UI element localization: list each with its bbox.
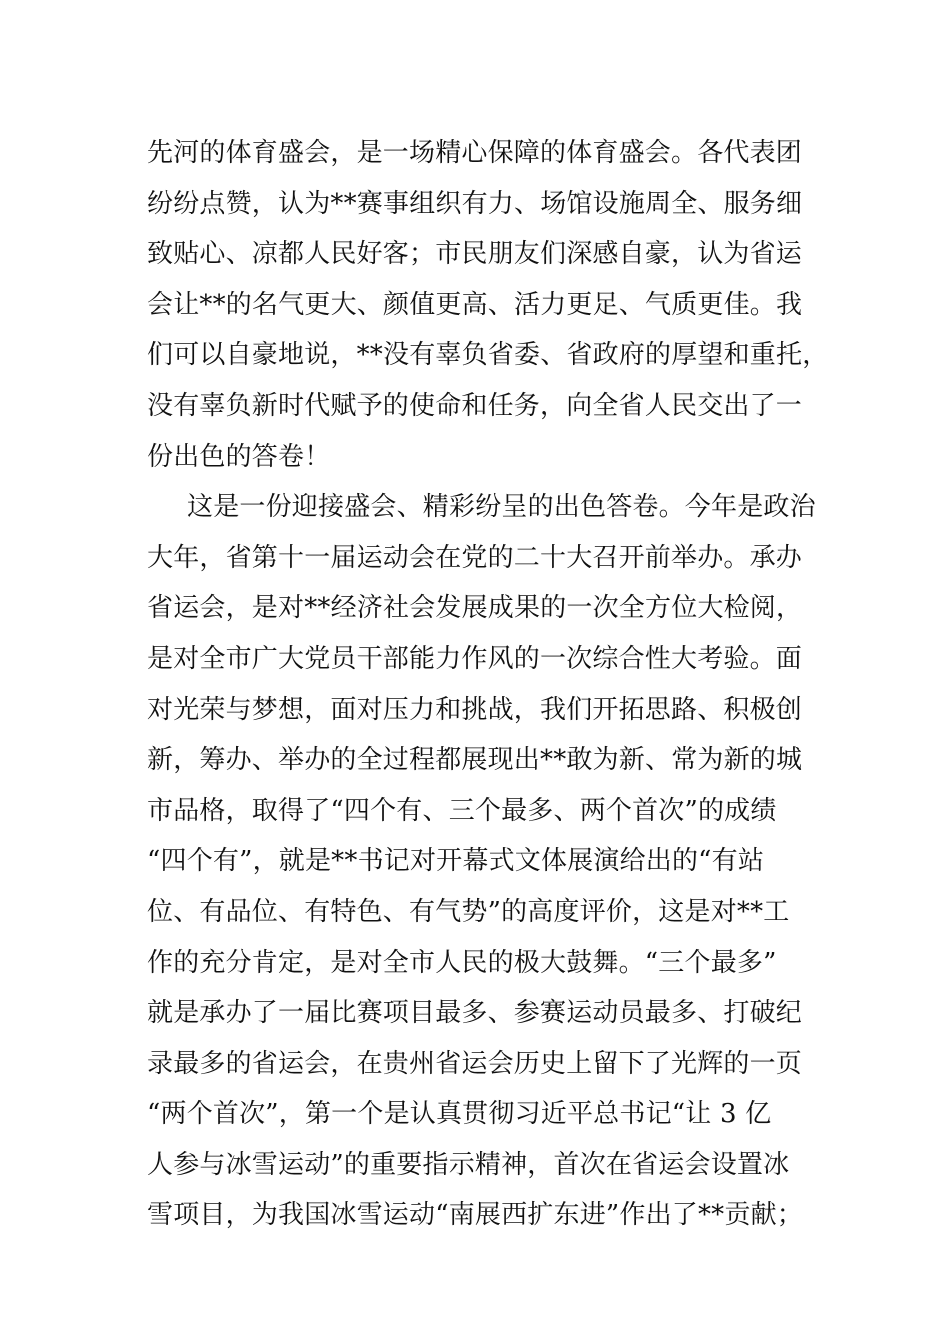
text-line: “两个首次”，第一个是认真贯彻习近平总书记“让 3 亿 xyxy=(147,1099,772,1130)
text-line: “四个有”，就是**书记对开幕式文体展演给出的“有站 xyxy=(147,846,765,877)
text-line: 份出色的答卷！ xyxy=(147,441,331,472)
paragraph-first-line: 这是一份迎接盛会、精彩纷呈的出色答卷。今年是政治 xyxy=(187,492,816,523)
text-line: 就是承办了一届比赛项目最多、参赛运动员最多、打破纪 xyxy=(147,998,803,1029)
text-line: 省运会，是对**经济社会发展成果的一次全方位大检阅， xyxy=(147,593,803,624)
text-line: 们可以自豪地说，**没有辜负省委、省政府的厚望和重托， xyxy=(147,340,829,371)
text-line: 作的充分肯定，是对全市人民的极大鼓舞。“三个最多” xyxy=(147,947,777,978)
text-line: 没有辜负新时代赋予的使命和任务，向全省人民交出了一 xyxy=(147,390,803,421)
text-line: 纷纷点赞，认为**赛事组织有力、场馆设施周全、服务细 xyxy=(147,188,803,219)
text-line: 是对全市广大党员干部能力作风的一次综合性大考验。面 xyxy=(147,643,803,674)
text-line: 新，筹办、举办的全过程都展现出**敢为新、常为新的城 xyxy=(147,745,803,776)
text-line: 市品格，取得了“四个有、三个最多、两个首次”的成绩 xyxy=(147,795,777,826)
text-line: 对光荣与梦想，面对压力和挑战，我们开拓思路、积极创 xyxy=(147,694,803,725)
text-line: 会让**的名气更大、颜值更高、活力更足、气质更佳。我 xyxy=(147,289,803,320)
text-line: 雪项目，为我国冰雪运动“南展西扩东进”作出了**贡献； xyxy=(147,1200,803,1231)
document-body xyxy=(147,128,827,1241)
text-line: 录最多的省运会，在贵州省运会历史上留下了光辉的一页 xyxy=(147,1048,803,1079)
text-line: 位、有品位、有特色、有气势”的高度评价，这是对**工 xyxy=(147,896,790,927)
text-line: 人参与冰雪运动”的重要指示精神，首次在省运会设置冰 xyxy=(147,1149,790,1180)
text-line: 大年，省第十一届运动会在党的二十大召开前举办。承办 xyxy=(147,542,803,573)
text-line: 先河的体育盛会，是一场精心保障的体育盛会。各代表团 xyxy=(147,138,803,168)
text-line: 致贴心、凉都人民好客；市民朋友们深感自豪，认为省运 xyxy=(147,239,803,270)
